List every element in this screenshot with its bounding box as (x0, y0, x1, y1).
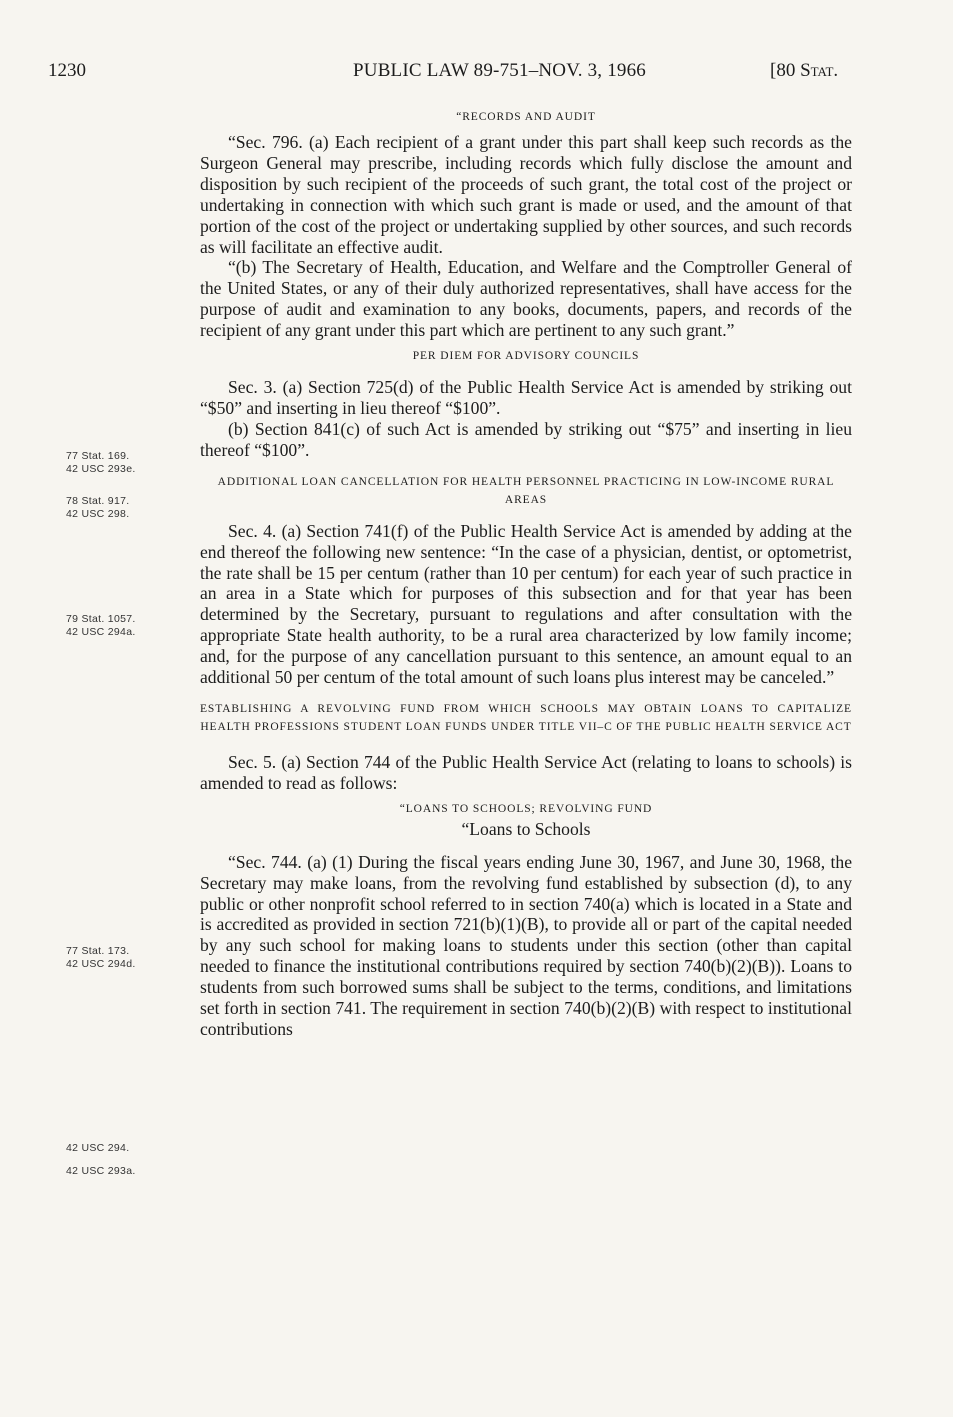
per-diem-heading: PER DIEM FOR ADVISORY COUNCILS (412, 350, 640, 363)
margin-note-1: 77 Stat. 169. 42 USC 293e. (66, 450, 136, 475)
margin-note-3: 79 Stat. 1057. 42 USC 294a. (66, 613, 136, 638)
statute-volume: [80 Stat. (770, 60, 839, 81)
sec-3-a: Sec. 3. (a) Section 725(d) of the Public Health Service Act is amended by striking out “$50” and inserting in lieu thereof “$100”. (200, 377, 852, 418)
sec-3-b: (b) Section 841(c) of such Act is amended by striking out “$75” and inserting in lieu thereof “$100”. (200, 418, 852, 460)
sec-5: Sec. 5. (a) Section 744 of the Public Health Service Act (relating to loans to schools) is amended to read as follows: (200, 751, 852, 793)
page-number: 1230 (48, 60, 86, 81)
margin-note-5: 42 USC 294. (66, 1142, 130, 1154)
sec-796-a: “Sec. 796. (a) Each recipient of a grant under this part shall keep such records as the Surgeon General may prescribe, including records which fully disclose the amount and disposition by such recipient of the proceeds of such grant, the total cost of the project or undertaking in connection with which such grant is made or used, and the amount of that portion of the cost of the project or undertaking supplied by other sources, and such records as will facilitate an effective audit. (200, 132, 852, 257)
margin-note-4: 77 Stat. 173. 42 USC 294d. (66, 945, 136, 970)
document-body (200, 108, 852, 1040)
loans-to-schools-subhead: “Loans to Schools (461, 818, 591, 839)
sec-744: “Sec. 744. (a) (1) During the fiscal years ending June 30, 1967, and June 30, 1968, the Secretary may make loans, from the revolving fund established by subsection (d), to any public or other nonprofit school referred to in section 740(a) which is located in a State and is accredited as provided in section 721(b)(1)(B), to provide all or part of the capital needed by any such school for making loans to students under this section (other than capital needed to finance the institutional contributions required by section 740(b)(2)(B)). Loans to students from such borrowed sums shall be subject to the terms, conditions, and limitations set forth in section 741. The requirement in section 740(b)(2)(B) with respect to institutional contributions (200, 851, 852, 1039)
revolving-fund-heading: ESTABLISHING A REVOLVING FUND FROM WHICH SCHOOLS MAY OBTAIN LOANS TO CAPITALIZE HEALTH PROFESSIONS STUDENT LOAN FUNDS UNDER TITLE VII–C OF THE PUBLIC HEALTH SERVICE ACT (200, 702, 852, 733)
records-audit-heading: “RECORDS AND AUDIT (456, 111, 596, 123)
sec-796-b: “(b) The Secretary of Health, Education, and Welfare and the Comptroller General of the United States, or any of their duly authorized representatives, shall have access for the purpose of audit and examination to any books, documents, papers, and records of the recipient of any grant under this part which are pertinent to any such grant.” (200, 257, 852, 341)
margin-note-2: 78 Stat. 917. 42 USC 298. (66, 495, 130, 520)
page-header (0, 60, 953, 86)
loan-cancellation-heading: ADDITIONAL LOAN CANCELLATION FOR HEALTH PERSONNEL PRACTICING IN LOW-INCOME RURAL AREAS (217, 475, 835, 506)
loans-revolving-heading: “LOANS TO SCHOOLS; REVOLVING FUND (399, 802, 653, 815)
running-title: PUBLIC LAW 89-751–NOV. 3, 1966 (353, 60, 647, 81)
sec-4: Sec. 4. (a) Section 741(f) of the Public Health Service Act is amended by adding at the end thereof the following new sentence: “In the case of a physician, dentist, or optometrist, the rate shall be 15 per centum (rather than 10 per centum) for each year of such practice in an area in a State which for purposes of this subsection and for that year has been determined by the Secretary, pursuant to regulations and after consultation with the appropriate State health authority, to be a rural area characterized by low family income; and, for the purpose of any cancellation pursuant to this sentence, an amount equal to an additional 50 per centum of the total amount of such loans plus interest may be canceled.” (200, 520, 852, 688)
margin-note-6: 42 USC 293a. (66, 1165, 136, 1177)
